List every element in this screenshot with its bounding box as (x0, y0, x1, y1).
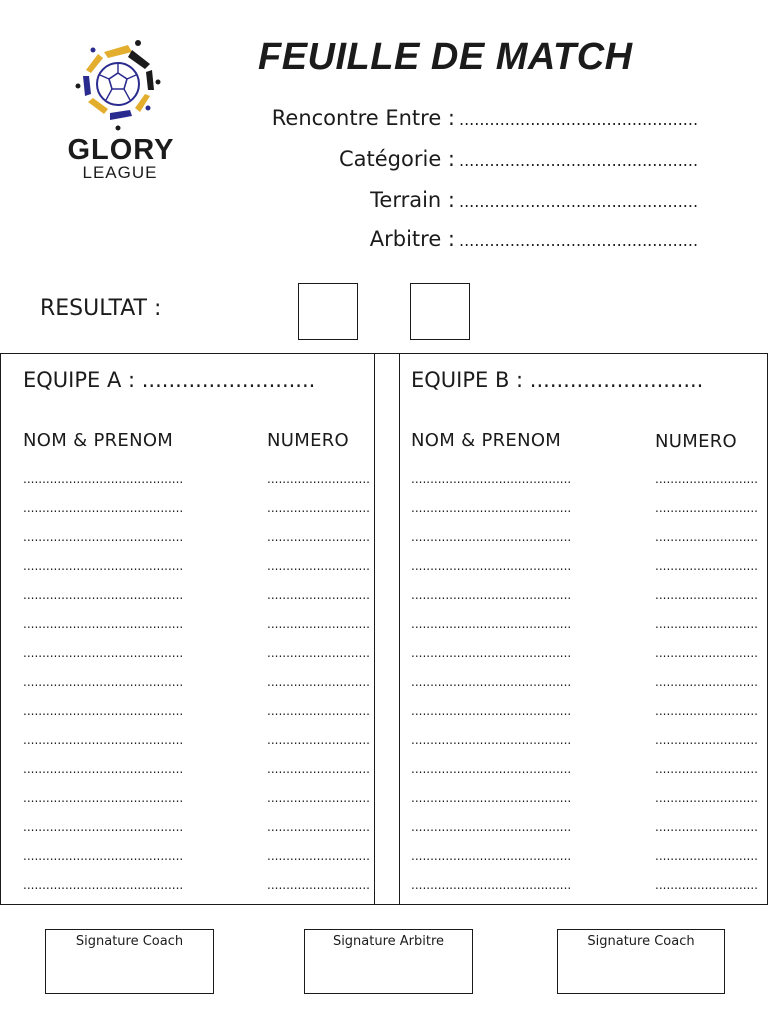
team-b-player-name-line[interactable]: .......................................... (411, 733, 572, 747)
field-terrain[interactable] (200, 188, 720, 216)
score-box-team-a[interactable] (298, 283, 358, 340)
team-a-player-number-line[interactable]: ........................... (267, 762, 370, 776)
team-a-player-name-line[interactable]: .......................................... (23, 762, 184, 776)
signature-box-arbitre[interactable] (304, 929, 473, 994)
team-b-player-number-line[interactable]: ........................... (655, 704, 758, 718)
team-a-player-number-line[interactable]: ........................... (267, 704, 370, 718)
result-label: RESULTAT : (40, 296, 162, 321)
team-a-player-number-line[interactable]: ........................... (267, 791, 370, 805)
field-blank: ............................................... (459, 192, 699, 211)
brand-subtitle: LEAGUE (82, 163, 158, 182)
field-label: Arbitre : (369, 227, 455, 251)
team-a-player-name-line[interactable]: .......................................... (23, 704, 184, 718)
team-b-player-number-line[interactable]: ........................... (655, 849, 758, 863)
team-a-player-number-line[interactable]: ........................... (267, 878, 370, 892)
page-title: FEUILLE DE MATCH (258, 36, 633, 78)
team-a-player-name-line[interactable]: .......................................... (23, 820, 184, 834)
team-a-player-name-line[interactable]: .......................................... (23, 849, 184, 863)
team-b-player-name-line[interactable]: .......................................... (411, 878, 572, 892)
team-a-player-name-line[interactable]: .......................................... (23, 733, 184, 747)
team-b-player-name-line[interactable]: .......................................... (411, 472, 572, 486)
field-blank: ............................................... (459, 110, 699, 129)
team-b-player-name-line[interactable]: .......................................... (411, 588, 572, 602)
team-a-player-number-line[interactable]: ........................... (267, 472, 370, 486)
field-label: Rencontre Entre : (271, 106, 455, 130)
brand-name: GLORY (67, 134, 175, 166)
team-a-player-number-line[interactable]: ........................... (267, 820, 370, 834)
team-a-player-number-line[interactable]: ........................... (267, 530, 370, 544)
team-b-player-name-line[interactable]: .......................................... (411, 791, 572, 805)
team-b-player-name-line[interactable]: .......................................... (411, 849, 572, 863)
team-b-title[interactable]: EQUIPE B : .......................... (411, 368, 704, 392)
signature-box-coach-a[interactable] (45, 929, 214, 994)
team-a-title[interactable]: EQUIPE A : .......................... (23, 368, 316, 392)
field-label: Terrain : (370, 188, 455, 212)
column-divider (374, 354, 375, 904)
team-b-player-name-line[interactable]: .......................................... (411, 617, 572, 631)
team-b-player-name-line[interactable]: .......................................... (411, 704, 572, 718)
team-b-player-number-line[interactable]: ........................... (655, 733, 758, 747)
team-b-player-name-line[interactable]: .......................................... (411, 559, 572, 573)
team-b-player-number-line[interactable]: ........................... (655, 501, 758, 515)
team-a-player-name-line[interactable]: .......................................... (23, 617, 184, 631)
team-b-player-number-line[interactable]: ........................... (655, 617, 758, 631)
team-b-name-header: NOM & PRENOM (411, 430, 562, 451)
team-a-player-name-line[interactable]: .......................................... (23, 791, 184, 805)
team-b-number-header: NUMERO (655, 431, 738, 452)
team-a-player-number-line[interactable]: ........................... (267, 617, 370, 631)
team-b-player-number-line[interactable]: ........................... (655, 791, 758, 805)
team-a-player-number-line[interactable]: ........................... (267, 733, 370, 747)
team-b-player-name-line[interactable]: .......................................... (411, 675, 572, 689)
team-a-player-number-line[interactable]: ........................... (267, 849, 370, 863)
team-b-player-number-line[interactable]: ........................... (655, 820, 758, 834)
team-b-player-number-line[interactable]: ........................... (655, 762, 758, 776)
team-b-player-number-line[interactable]: ........................... (655, 675, 758, 689)
team-b-player-number-line[interactable]: ........................... (655, 530, 758, 544)
field-blank: ............................................... (459, 151, 699, 170)
field-label: Catégorie : (338, 147, 455, 171)
team-b-player-number-line[interactable]: ........................... (655, 588, 758, 602)
team-b-player-name-line[interactable]: .......................................... (411, 646, 572, 660)
team-b-player-number-line[interactable]: ........................... (655, 559, 758, 573)
team-a-number-header: NUMERO (267, 430, 350, 451)
column-divider (399, 354, 400, 904)
team-a-player-number-line[interactable]: ........................... (267, 675, 370, 689)
glory-league-logo (52, 38, 192, 188)
signature-label: Signature Coach (587, 934, 695, 949)
team-a-player-number-line[interactable]: ........................... (267, 646, 370, 660)
teams-table (0, 353, 768, 905)
team-a-player-name-line[interactable]: .......................................... (23, 472, 184, 486)
team-b-player-name-line[interactable]: .......................................... (411, 501, 572, 515)
team-a-player-name-line[interactable]: .......................................... (23, 501, 184, 515)
team-a-player-name-line[interactable]: .......................................... (23, 675, 184, 689)
team-b-player-number-line[interactable]: ........................... (655, 878, 758, 892)
team-a-player-name-line[interactable]: .......................................... (23, 588, 184, 602)
ball-emblem-icon (68, 38, 168, 133)
team-a-player-name-line[interactable]: .......................................... (23, 559, 184, 573)
team-a-player-number-line[interactable]: ........................... (267, 501, 370, 515)
team-a-player-number-line[interactable]: ........................... (267, 559, 370, 573)
field-arbitre[interactable] (200, 227, 720, 255)
team-a-player-name-line[interactable]: .......................................... (23, 530, 184, 544)
field-rencontre[interactable] (200, 106, 720, 134)
team-a-name-header: NOM & PRENOM (23, 430, 174, 451)
team-b-player-name-line[interactable]: .......................................... (411, 530, 572, 544)
signature-label: Signature Arbitre (332, 934, 445, 949)
score-box-team-b[interactable] (410, 283, 470, 340)
team-b-player-name-line[interactable]: .......................................... (411, 820, 572, 834)
field-categorie[interactable] (200, 147, 720, 175)
signature-box-coach-b[interactable] (557, 929, 725, 994)
team-b-player-name-line[interactable]: .......................................... (411, 762, 572, 776)
team-a-player-name-line[interactable]: .......................................... (23, 878, 184, 892)
team-a-player-number-line[interactable]: ........................... (267, 588, 370, 602)
team-b-player-number-line[interactable]: ........................... (655, 472, 758, 486)
field-blank: ............................................... (459, 231, 699, 250)
team-a-player-name-line[interactable]: .......................................... (23, 646, 184, 660)
signature-label: Signature Coach (75, 934, 184, 949)
team-b-player-number-line[interactable]: ........................... (655, 646, 758, 660)
